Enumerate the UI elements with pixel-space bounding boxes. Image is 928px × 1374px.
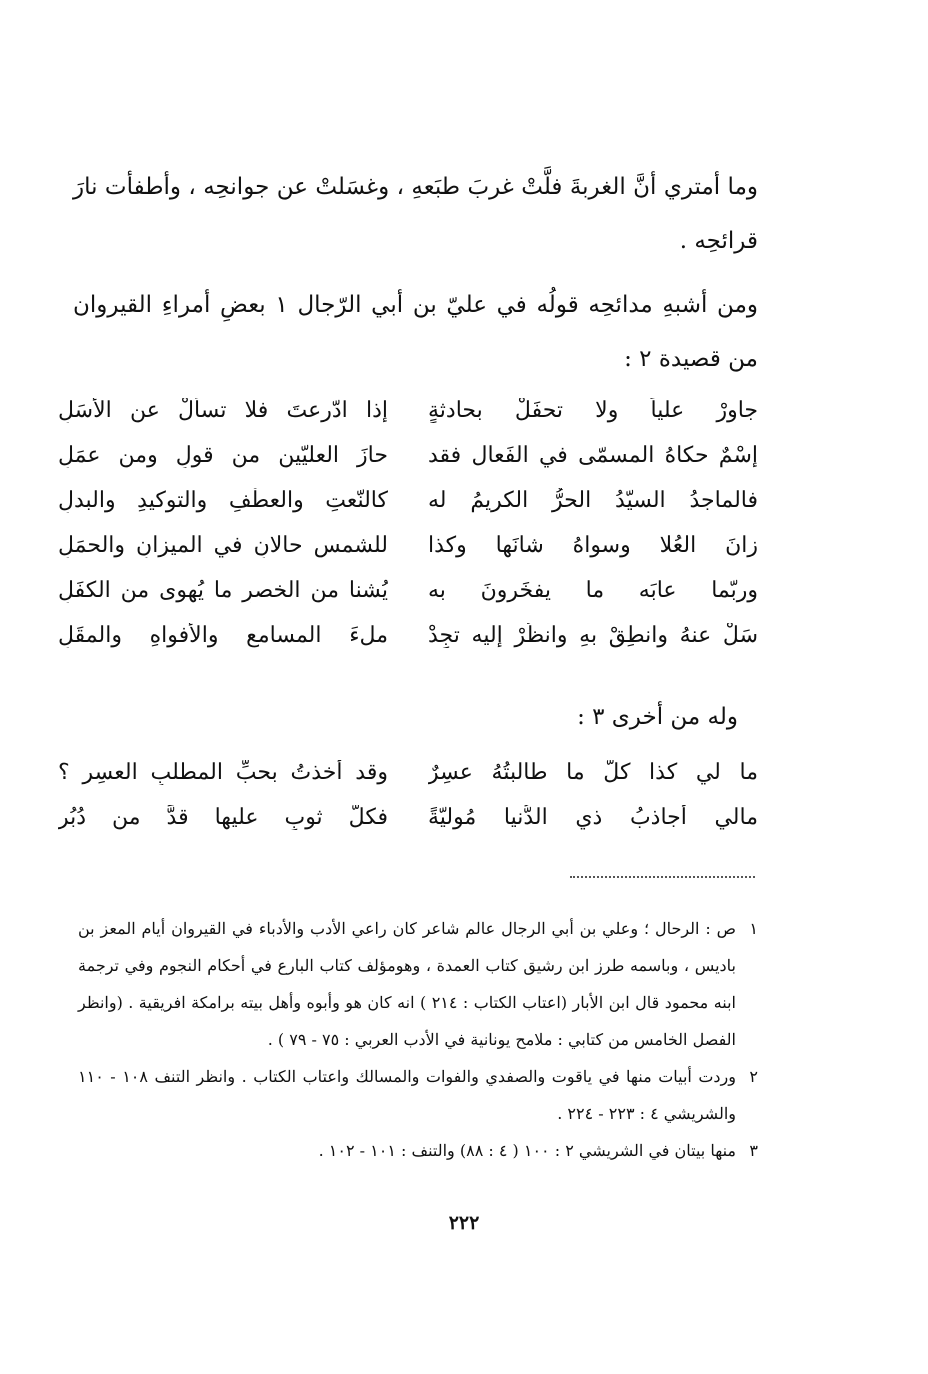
verse-line [58,795,758,840]
footnote [78,910,758,1058]
paragraph-text: وما أمتري أنَّ الغربةَ فلَّتْ غربَ طبَعهِ ، وغسَلتْ عن جوانحِه ، وأطفأت نارَ قرائحِه . [73,174,758,254]
poem-2-intro [138,690,738,744]
footnote-separator [570,876,755,878]
verse-second-hemistich: فكلُّ ثوبٍ عليها قدَّ من دُبُرِ [58,805,388,830]
page-number: ٢٢٢ [448,1212,480,1234]
footnotes [78,910,758,1169]
verse-second-hemistich: حازَ العليّينِ من قولٍ ومن عمَلِ [58,443,388,468]
verse-first-hemistich: جاوِرْ علياً ولا تحفَلْ بحادثةٍ [428,398,758,423]
verse-first-hemistich: سَلْ عنهُ وانطِقْ بهِ وانظُرْ إليه تجِدْ [428,623,758,648]
paragraph-text: ومن أشبهِ مدائحِه قولُه في عليّ بن أبي الرّجال ١ بعضِ أمراءِ القيروان من قصيدة ٢ : [73,292,758,372]
footnote-text: وردت أبيات منها في ياقوت والصفدي والفوات والمسالك واعتاب الكتاب . وانظر التنف ١٠٨ - ١١٠ والشريشي ٤ : ٢٢٣ - ٢٢٤ . [78,1067,737,1123]
verse-line [58,388,758,433]
footnote [78,1132,758,1169]
verse-first-hemistich: وربّما عابَه ما يفخَرونَ به [428,578,758,603]
footnote-number: ٣ [749,1141,758,1160]
footnote-text: ص : الرحال ؛ وعلي بن أبي الرجال عالم شاعر كان راعي الأدب والأدباء في القيروان أيام المعز بن باديس ، وباسمه طرز ابن رشيق كتاب العمدة ، وهومؤلف كتاب البارع في أحكام النجوم وفي ترجمة ابنه محمود قال ابن الأبار (اعتاب الكتاب : ٢١٤ ) انه كان هو وأبوه وأهل بيته برامكة افريقية . (وانظر الفصل الخامس من كتابي : ملامح يونانية في الأدب العربي : ٧٥ - ٧٩ ) . [78,919,736,1049]
verse-first-hemistich: فالماجدُ السيّدُ الحرُّ الكريمُ له [428,488,758,513]
verse-first-hemistich: مالي أجاذبُ ذي الدُّنيا مُوليّةً [428,805,758,830]
verse-first-hemistich: ما لي كذا كلُّ ما طالبتُهُ عسِرٌ [428,760,758,785]
verse-second-hemistich: كالنّعتِ والعطْفِ والتوكيدِ والبدلِ [58,488,388,513]
verse-second-hemistich: للشمسِ حالانِ في الميزانِ والحمَلِ [58,533,388,558]
verse-line [58,433,758,478]
footnote-text: منها بيتان في الشريشي ٢ : ١٠٠ ( ٤ : ٨٨) والتنف : ١٠١ - ١٠٢ . [318,1141,736,1160]
body-paragraph-2 [73,278,758,386]
footnote [78,1058,758,1132]
verse-second-hemistich: يُشنا من الخصرِ ما يُهوى من الكفَلِ [58,578,388,603]
verse-line [58,523,758,568]
verse-line [58,478,758,523]
poem-2 [58,750,758,840]
footnote-number: ١ [749,919,758,938]
verse-second-hemistich: وقد أخذتُ بحبِّ المطلبِ العسِرِ ؟ [58,760,388,785]
body-paragraph-1 [73,160,758,268]
verse-second-hemistich: إذا ادّرعتَ فلا تسألْ عن الأسَلِ [58,398,388,423]
verse-line [58,568,758,613]
paragraph-text: وله من أخرى ٣ : [577,704,738,730]
verse-first-hemistich: إسْمٌ حكاهُ المسمّى في الفَعال فقد [428,443,758,468]
verse-first-hemistich: زانَ العُلا وسواهُ شانَها وكذا [428,533,758,558]
poem-1 [58,388,758,658]
verse-line [58,613,758,658]
verse-line [58,750,758,795]
verse-second-hemistich: ملءَ المسامعِ والأفواهِ والمقَلِ [58,623,388,648]
footnote-number: ٢ [749,1067,758,1086]
